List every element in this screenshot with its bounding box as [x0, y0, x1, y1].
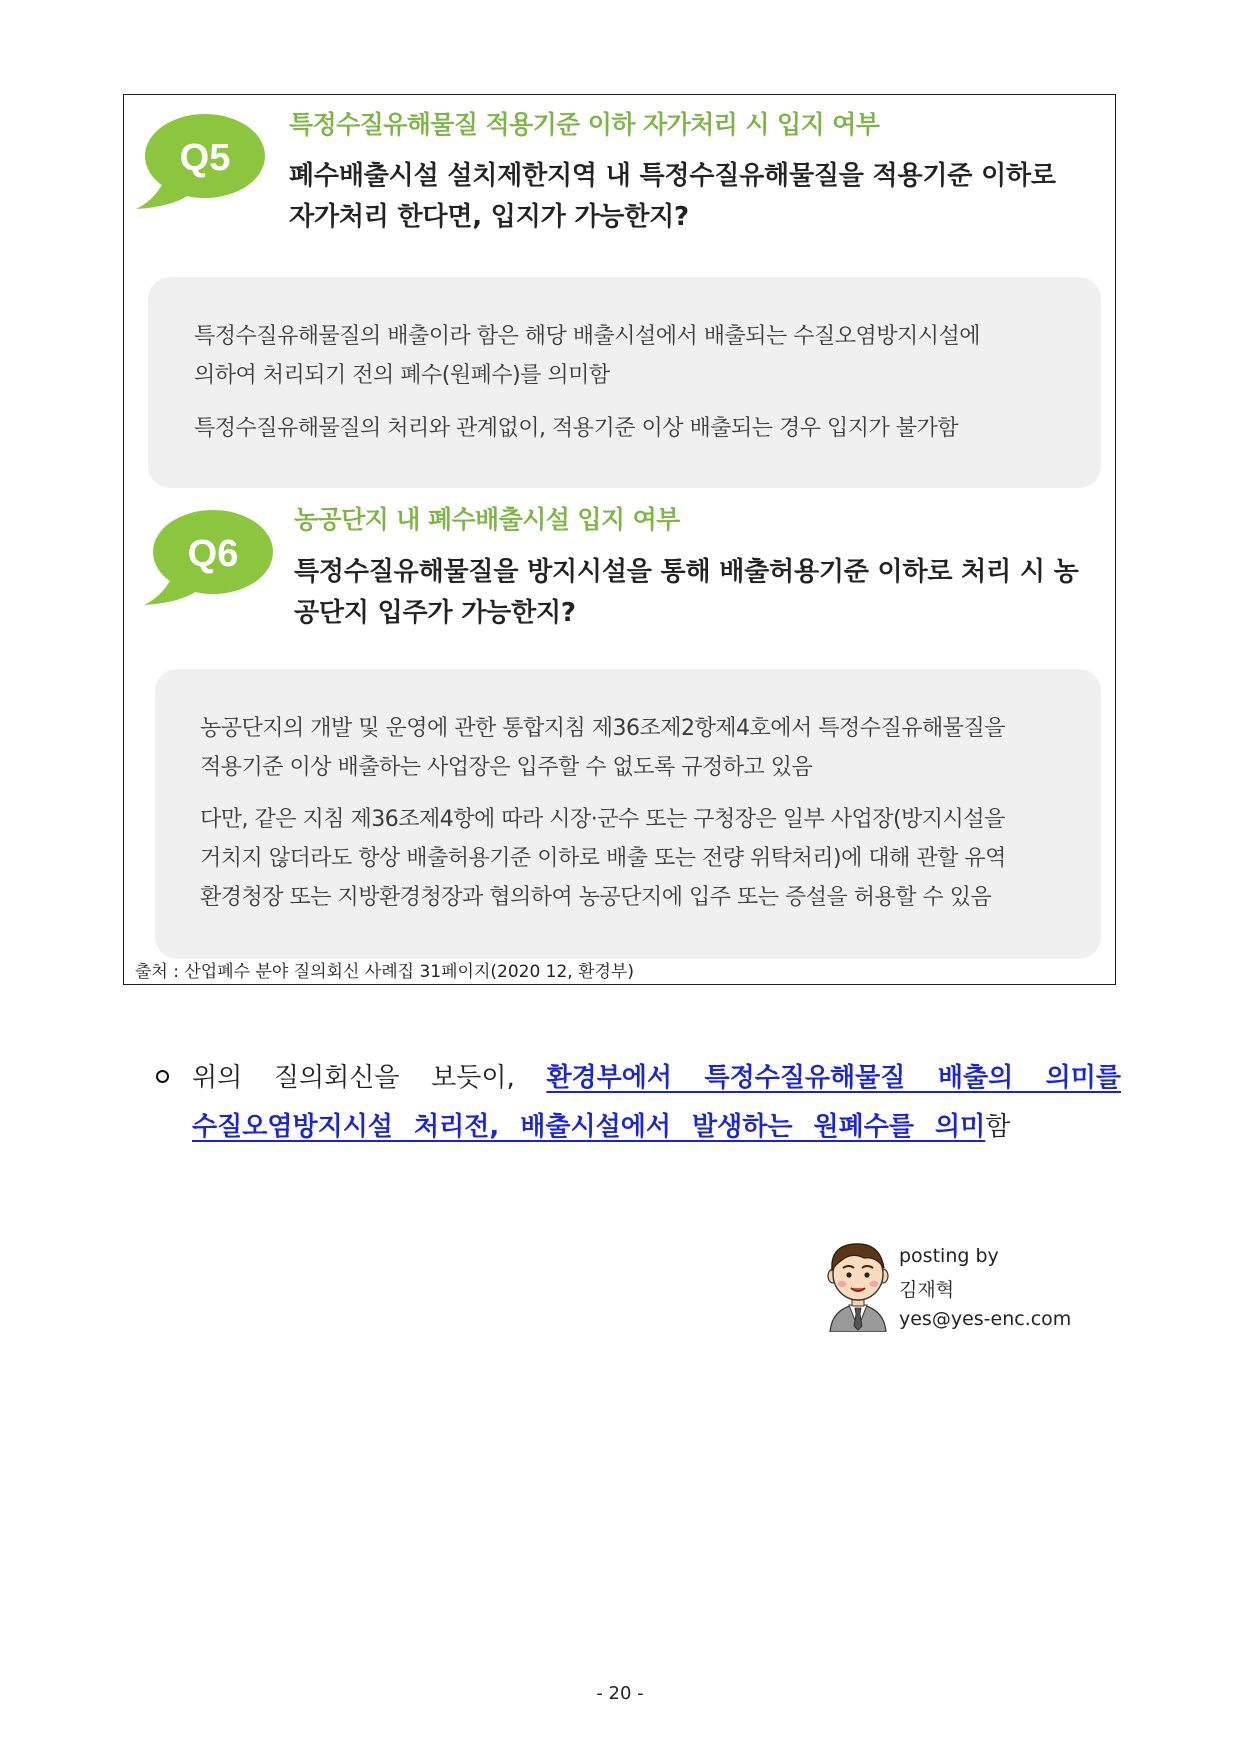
answer-line: 환경청장 또는 지방환경청장과 협의하여 농공단지에 입주 또는 증설을 허용할 수 있음 [200, 885, 992, 910]
answer-line: 농공단지의 개발 및 운영에 관한 통합지침 제36조제2항제4호에서 특정수질유해물질을 [200, 716, 1006, 741]
author-name: 김재혁 [899, 1279, 955, 1301]
q5-answer-box [148, 277, 1101, 488]
q6-question [294, 552, 1079, 634]
circle-bullet-icon [156, 1070, 169, 1083]
posting-label: posting by [899, 1245, 999, 1267]
q5-badge-label: Q5 [179, 137, 231, 179]
cartoon-man-avatar-icon [824, 1238, 892, 1332]
summary-tail: 함 [985, 1112, 1011, 1142]
q6-question-line: 공단지 입주가 가능한지? [294, 598, 576, 628]
summary-line [192, 1103, 1121, 1152]
q6-title: 농공단지 내 폐수배출시설 입지 여부 [294, 505, 680, 534]
qa-excerpt-frame [123, 94, 1116, 985]
q6-answer-paragraph [200, 709, 1101, 787]
avatar [824, 1238, 892, 1332]
answer-line: 의하여 처리되기 전의 폐수(원폐수)를 의미함 [194, 363, 610, 388]
q5-answer-paragraph [194, 409, 1101, 448]
summary-line [192, 1054, 1121, 1103]
summary-lead: 위의 질의회신을 보듯이, [192, 1063, 515, 1093]
summary-highlight: 수질오염방지시설 처리전, 배출시설에서 발생하는 원폐수를 의미 [192, 1112, 986, 1142]
q6-badge-label: Q6 [187, 533, 239, 575]
q5-question [289, 156, 1056, 238]
speech-bubble-icon [133, 113, 265, 213]
q5-title: 특정수질유해물질 적용기준 이하 자가처리 시 입지 여부 [289, 110, 880, 139]
q5-question-line: 폐수배출시설 설치제한지역 내 특정수질유해물질을 적용기준 이하로 [289, 161, 1056, 191]
answer-line: 다만, 같은 지침 제36조제4항에 따라 시장·군수 또는 구청장은 일부 사업장(방지시설을 [200, 807, 1005, 832]
speech-bubble-icon [141, 509, 273, 609]
author-email: yes@yes-enc.com [899, 1308, 1072, 1330]
q5-badge [133, 113, 265, 213]
answer-line: 적용기준 이상 배출하는 사업장은 입주할 수 없도록 규정하고 있음 [200, 755, 813, 780]
q6-badge [141, 509, 273, 609]
q5-answer-paragraph [194, 317, 1101, 395]
q6-question-line: 특정수질유해물질을 방지시설을 통해 배출허용기준 이하로 처리 시 농 [294, 557, 1079, 587]
answer-line: 특정수질유해물질의 처리와 관계없이, 적용기준 이상 배출되는 경우 입지가 불가함 [194, 416, 959, 441]
summary-paragraph [156, 1054, 1121, 1152]
source-citation: 출처 : 산업폐수 분야 질의회신 사례집 31페이지(2020 12, 환경부) [135, 962, 635, 982]
q5-question-line: 자가처리 한다면, 입지가 가능한지? [289, 202, 689, 232]
q6-answer-box [155, 669, 1101, 959]
answer-line: 거치지 않더라도 항상 배출허용기준 이하로 배출 또는 전량 위탁처리)에 대해 관할 유역 [200, 846, 1006, 871]
answer-line: 특정수질유해물질의 배출이라 함은 해당 배출시설에서 배출되는 수질오염방지시설에 [194, 324, 981, 349]
q6-answer-paragraph [200, 800, 1101, 917]
summary-highlight: 환경부에서 특정수질유해물질 배출의 의미를 [546, 1063, 1121, 1093]
page-number: - 20 - [596, 1683, 644, 1704]
